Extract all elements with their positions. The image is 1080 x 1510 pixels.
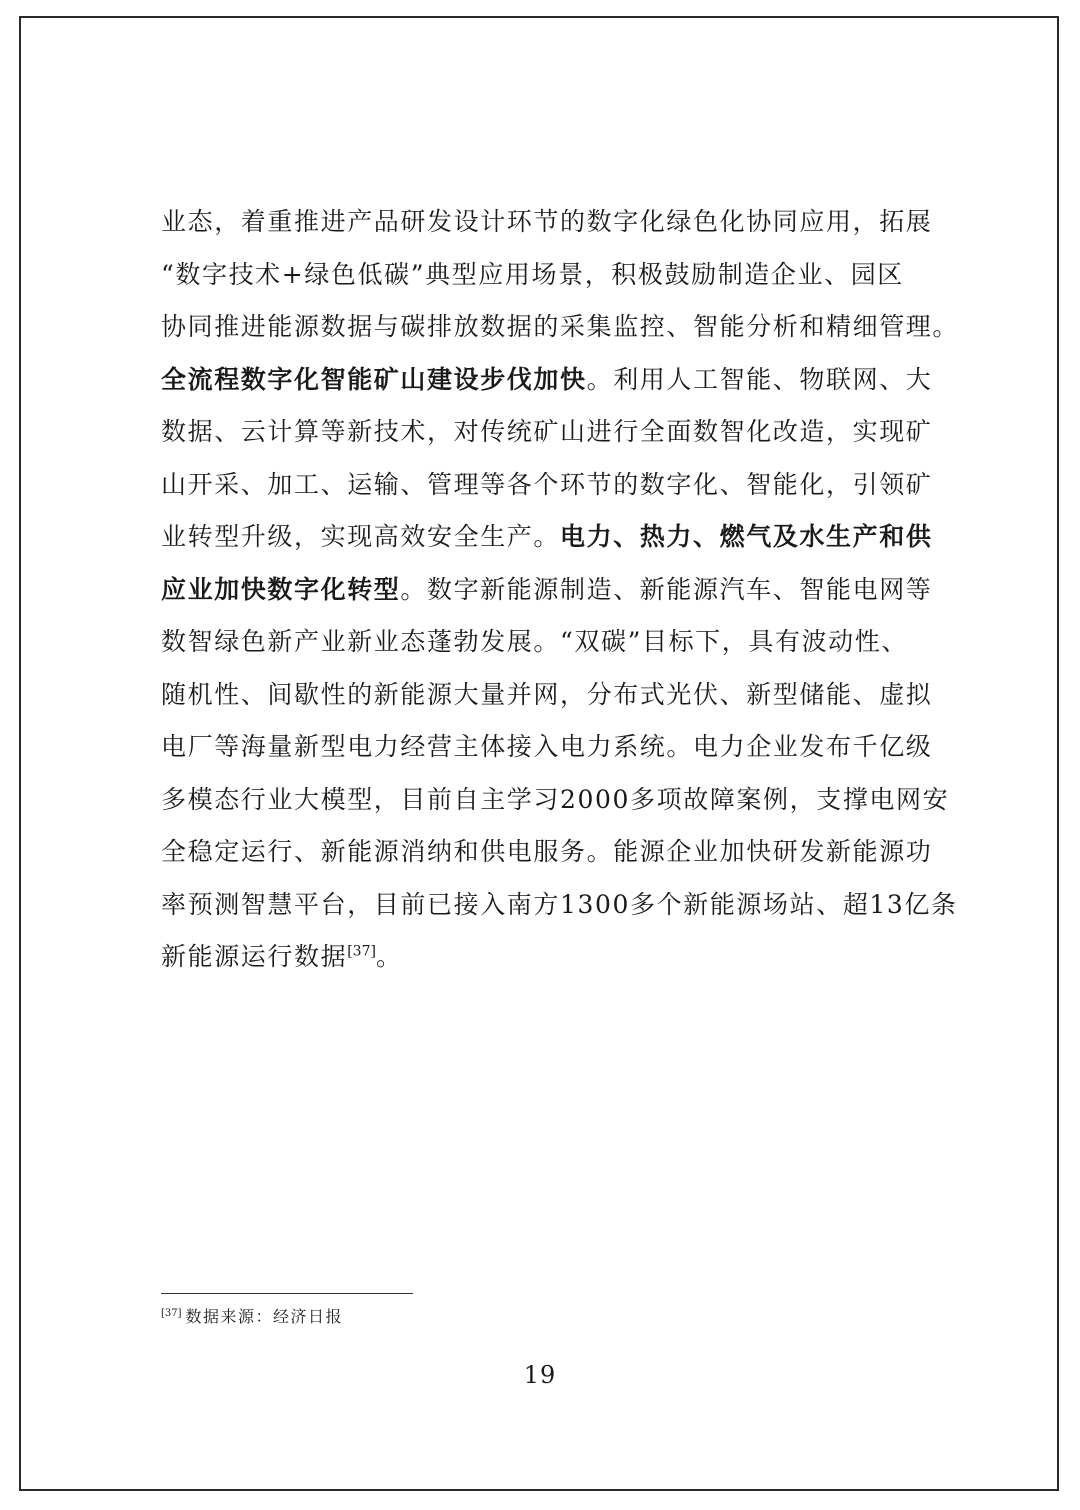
bold-heading-utilities: 电力、热力、燃气及水生产和供 — [560, 522, 933, 551]
text-run: 率预测智慧平台，目前已接入南方1300多个新能源场站、超13亿条 — [161, 889, 958, 919]
footnote-marker: [37] — [161, 1307, 182, 1319]
body-line — [161, 826, 933, 879]
footnote-divider — [161, 1293, 413, 1294]
text-run: 。 — [375, 942, 403, 971]
text-run: 新能源运行数据 — [161, 942, 348, 971]
text-run: 。利用人工智能、物联网、大 — [586, 364, 933, 394]
bold-heading-mining: 全流程数字化智能矿山建设步伐加快 — [161, 364, 587, 394]
text-run: 随机性、间歇性的新能源大量并网，分布式光伏、新型储能、虚拟 — [161, 679, 933, 709]
body-line — [161, 511, 933, 564]
footnote — [161, 1305, 343, 1329]
body-line — [161, 406, 933, 459]
text-run: 全稳定运行、新能源消纳和供电服务。能源企业加快研发新能源功 — [161, 837, 933, 866]
body-line — [161, 564, 933, 617]
body-line — [161, 879, 958, 932]
body-line — [161, 354, 933, 407]
text-run: 电厂等海量新型电力经营主体接入电力系统。电力企业发布千亿级 — [161, 732, 933, 761]
text-run: 协同推进能源数据与碳排放数据的采集监控、智能分析和精细管理。 — [161, 312, 960, 341]
text-run: 山开采、加工、运输、管理等各个环节的数字化、智能化，引领矿 — [161, 469, 933, 499]
text-run: “数字技术+绿色低碳”典型应用场景，积极鼓励制造企业、园区 — [161, 259, 904, 289]
body-line — [161, 249, 921, 302]
footnote-text: 数据来源：经济日报 — [185, 1307, 344, 1326]
body-line — [161, 721, 933, 774]
body-line — [161, 774, 950, 827]
text-run: 数智绿色新产业新业态蓬勃发展。“双碳”目标下，具有波动性、 — [161, 627, 908, 656]
body-line — [161, 196, 933, 249]
page-number: 19 — [523, 1361, 557, 1389]
body-line — [161, 301, 960, 354]
text-run: 数据、云计算等新技术，对传统矿山进行全面数智化改造，实现矿 — [161, 417, 933, 446]
text-run: 业态，着重推进产品研发设计环节的数字化绿色化协同应用，拓展 — [161, 207, 933, 236]
text-run: 多模态行业大模型，目前自主学习2000多项故障案例，支撑电网安 — [161, 784, 950, 814]
body-line — [161, 459, 933, 512]
body-paragraph — [161, 196, 960, 984]
body-line — [161, 669, 933, 722]
text-run: 。数字新能源制造、新能源汽车、智能电网等 — [400, 574, 933, 604]
footnote-reference[interactable]: [37] — [347, 943, 376, 960]
body-line — [161, 616, 921, 669]
body-line — [161, 931, 921, 984]
bold-heading-utilities-cont: 应业加快数字化转型 — [161, 574, 401, 604]
text-run: 业转型升级，实现高效安全生产。 — [161, 522, 561, 551]
